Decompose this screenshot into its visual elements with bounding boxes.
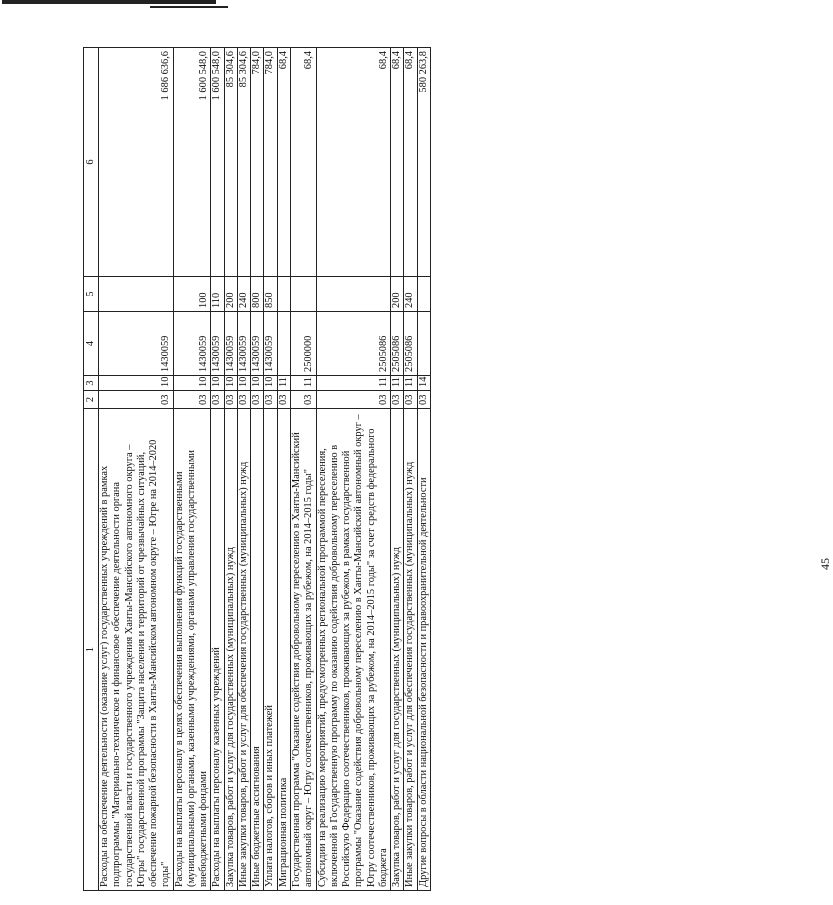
table-row bbox=[264, 48, 277, 891]
target-article-cell: 1430059 bbox=[237, 312, 250, 376]
row-name-cell: Иные закупки товаров, работ и услуг для обеспечения государственных (муниципальных) нужд bbox=[404, 409, 417, 891]
row-name-cell: Расходы на обеспечение деятельности (оказание услуг) государственных учреждений в рамках подпрограммы "Материально-техническое и финансовое обеспечение деятельности органа государственной власти и государственного учреждения Ханты-Мансийского автономного округа – Югры" государственной программы "Защита населения и территорий от чрезвычайных ситуаций, обеспечение пожарной безопасности в Ханты-Мансийском автономном округе – Югре на 2014–2020 годы" bbox=[99, 409, 174, 891]
section-code-cell: 03 bbox=[290, 391, 316, 409]
table-row bbox=[290, 48, 316, 891]
scan-edge-mark bbox=[150, 6, 228, 8]
target-article-cell bbox=[417, 312, 430, 376]
table-row bbox=[417, 48, 430, 891]
target-article-cell: 2500000 bbox=[290, 312, 316, 376]
amount-cell: 784,0 bbox=[264, 48, 277, 277]
section-code-cell: 03 bbox=[251, 391, 264, 409]
section-code-cell: 03 bbox=[237, 391, 250, 409]
section-code-cell: 03 bbox=[404, 391, 417, 409]
row-name-cell: Миграционная политика bbox=[277, 409, 290, 891]
subsection-code-cell: 10 bbox=[237, 376, 250, 391]
table-row bbox=[99, 48, 174, 891]
header-cell: 5 bbox=[84, 277, 99, 312]
expense-type-cell bbox=[99, 277, 174, 312]
expense-type-cell: 240 bbox=[404, 277, 417, 312]
amount-cell: 1 600 548,0 bbox=[211, 48, 224, 277]
expense-type-cell: 800 bbox=[251, 277, 264, 312]
target-article-cell: 2505086 bbox=[316, 312, 391, 376]
expense-type-cell: 240 bbox=[237, 277, 250, 312]
header-cell: 4 bbox=[84, 312, 99, 376]
target-article-cell: 1430059 bbox=[251, 312, 264, 376]
amount-cell: 68,4 bbox=[404, 48, 417, 277]
row-name-cell: Расходы на выплаты персоналу в целях обеспечения выполнения функций государственными (муниципальными) органами, казенными учреждениями, органами управления государственными внебюджетными фондами bbox=[173, 409, 211, 891]
expense-type-cell bbox=[277, 277, 290, 312]
section-code-cell: 03 bbox=[391, 391, 404, 409]
subsection-code-cell: 11 bbox=[316, 376, 391, 391]
header-cell: 6 bbox=[84, 48, 99, 277]
subsection-code-cell: 11 bbox=[404, 376, 417, 391]
budget-table bbox=[83, 47, 431, 891]
section-code-cell: 03 bbox=[277, 391, 290, 409]
subsection-code-cell: 11 bbox=[290, 376, 316, 391]
target-article-cell bbox=[277, 312, 290, 376]
section-code-cell: 03 bbox=[211, 391, 224, 409]
amount-cell: 68,4 bbox=[277, 48, 290, 277]
amount-cell: 85 304,6 bbox=[237, 48, 250, 277]
row-name-cell: Другие вопросы в области национальной безопасности и правоохранительной деятельности bbox=[417, 409, 430, 891]
subsection-code-cell: 10 bbox=[99, 376, 174, 391]
amount-cell: 580 263,8 bbox=[417, 48, 430, 277]
target-article-cell: 1430059 bbox=[224, 312, 237, 376]
amount-cell: 1 600 548,0 bbox=[173, 48, 211, 277]
row-name-cell: Иные закупки товаров, работ и услуг для обеспечения государственных (муниципальных) нужд bbox=[237, 409, 250, 891]
header-cell: 3 bbox=[84, 376, 99, 391]
header-cell: 2 bbox=[84, 391, 99, 409]
row-name-cell: Расходы на выплаты персоналу казенных учреждений bbox=[211, 409, 224, 891]
row-name-cell: Субсидии на реализацию мероприятий, предусмотренных региональной программой переселения, включенной в Государственную программу по оказанию содействия добровольному переселению в Российскую Федерацию соотечественников, проживающих за рубежом, в рамках государственной программы "Оказание содействия добровольному переселению в Ханты-Мансийский автономный округ – Югру соотечественников, проживающих за рубежом, на 2014–2015 годы" за счет средств федерального бюджета bbox=[316, 409, 391, 891]
table-row bbox=[224, 48, 237, 891]
subsection-code-cell: 10 bbox=[264, 376, 277, 391]
amount-cell: 1 686 636,6 bbox=[99, 48, 174, 277]
expense-type-cell bbox=[316, 277, 391, 312]
row-name-cell: Уплата налогов, сборов и иных платежей bbox=[264, 409, 277, 891]
section-code-cell: 03 bbox=[316, 391, 391, 409]
target-article-cell: 1430059 bbox=[173, 312, 211, 376]
subsection-code-cell: 14 bbox=[417, 376, 430, 391]
expense-type-cell: 200 bbox=[224, 277, 237, 312]
scan-edge-mark bbox=[2, 0, 216, 4]
table-row bbox=[173, 48, 211, 891]
amount-cell: 85 304,6 bbox=[224, 48, 237, 277]
amount-cell: 68,4 bbox=[290, 48, 316, 277]
table-row bbox=[251, 48, 264, 891]
subsection-code-cell: 11 bbox=[391, 376, 404, 391]
section-code-cell: 03 bbox=[99, 391, 174, 409]
page-number: 45 bbox=[818, 558, 832, 570]
expense-type-cell: 200 bbox=[391, 277, 404, 312]
amount-cell: 68,4 bbox=[391, 48, 404, 277]
row-name-cell: Государственная программа "Оказание содействия добровольному переселению в Ханты-Мансийский автономный округ – Югру соотечественников, проживающих за рубежом, на 2014–2015 годы" bbox=[290, 409, 316, 891]
expense-type-cell bbox=[290, 277, 316, 312]
section-code-cell: 03 bbox=[417, 391, 430, 409]
row-name-cell: Закупка товаров, работ и услуг для государственных (муниципальных) нужд bbox=[224, 409, 237, 891]
table-row bbox=[277, 48, 290, 891]
amount-cell: 784,0 bbox=[251, 48, 264, 277]
subsection-code-cell: 10 bbox=[173, 376, 211, 391]
target-article-cell: 2505086 bbox=[404, 312, 417, 376]
expense-type-cell bbox=[417, 277, 430, 312]
section-code-cell: 03 bbox=[224, 391, 237, 409]
table-row bbox=[391, 48, 404, 891]
row-name-cell: Закупка товаров, работ и услуг для государственных (муниципальных) нужд bbox=[391, 409, 404, 891]
table-header-row bbox=[84, 48, 99, 891]
table-row bbox=[237, 48, 250, 891]
target-article-cell: 1430059 bbox=[99, 312, 174, 376]
table-row bbox=[211, 48, 224, 891]
expense-type-cell: 850 bbox=[264, 277, 277, 312]
table-row bbox=[404, 48, 417, 891]
amount-cell: 68,4 bbox=[316, 48, 391, 277]
expense-type-cell: 110 bbox=[211, 277, 224, 312]
document-page bbox=[83, 48, 605, 891]
subsection-code-cell: 10 bbox=[211, 376, 224, 391]
target-article-cell: 1430059 bbox=[264, 312, 277, 376]
table-row bbox=[316, 48, 391, 891]
target-article-cell: 1430059 bbox=[211, 312, 224, 376]
section-code-cell: 03 bbox=[173, 391, 211, 409]
subsection-code-cell: 11 bbox=[277, 376, 290, 391]
header-cell: 1 bbox=[84, 409, 99, 891]
expense-type-cell: 100 bbox=[173, 277, 211, 312]
row-name-cell: Иные бюджетные ассигнования bbox=[251, 409, 264, 891]
target-article-cell: 2505086 bbox=[391, 312, 404, 376]
section-code-cell: 03 bbox=[264, 391, 277, 409]
subsection-code-cell: 10 bbox=[251, 376, 264, 391]
subsection-code-cell: 10 bbox=[224, 376, 237, 391]
